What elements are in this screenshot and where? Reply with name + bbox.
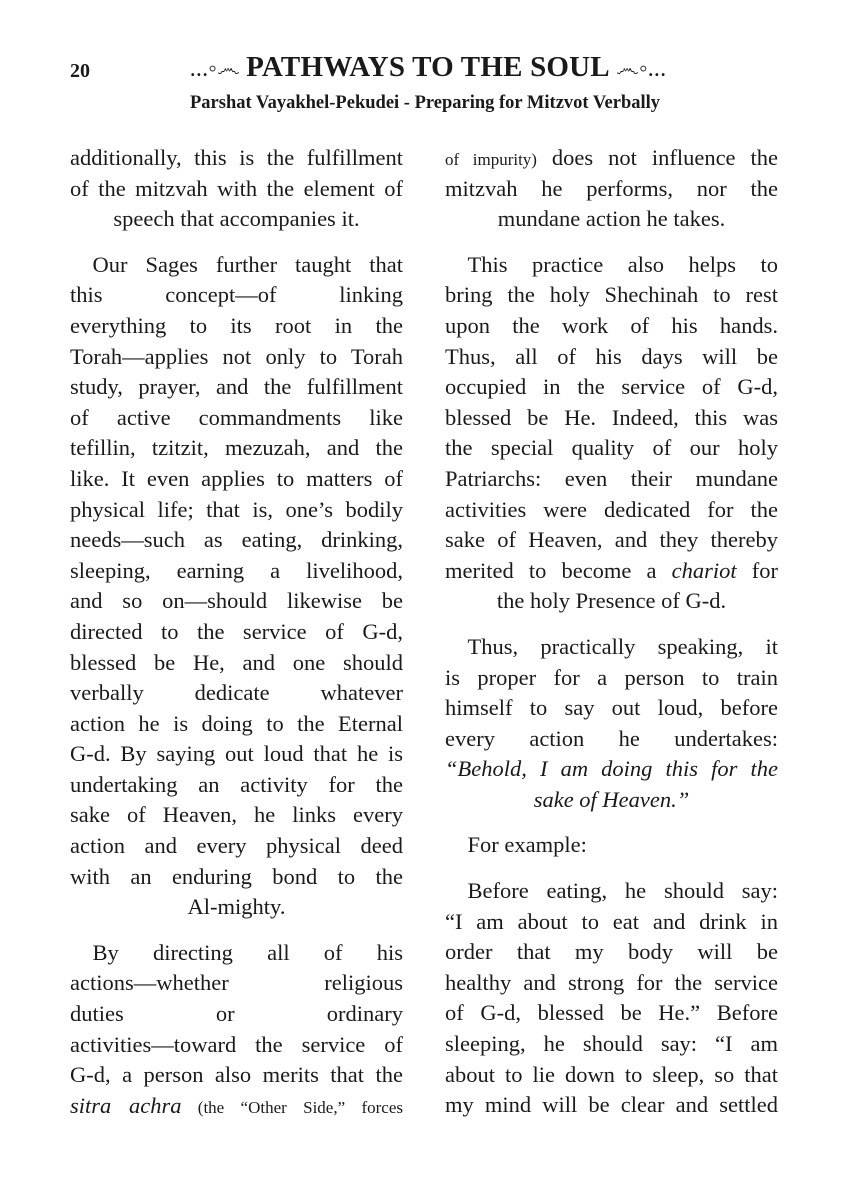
text-line (70, 495, 403, 526)
text-line (70, 464, 403, 495)
text-line (70, 250, 403, 281)
text-segment: merited to become a (445, 557, 672, 583)
text-segment: order that my body will be (445, 939, 778, 965)
text-line (445, 830, 778, 861)
text-line (70, 678, 403, 709)
text-line (70, 342, 403, 373)
text-segment: G-d. By saying out loud that he is (70, 741, 403, 767)
text-line (70, 143, 403, 174)
text-segment: sake of Heaven, he links every (70, 802, 403, 828)
text-segment: of G-d, blessed be He.” Before (445, 1000, 778, 1026)
text-line (445, 998, 778, 1029)
text-line (445, 937, 778, 968)
text-segment: Thus, practically speaking, it (445, 633, 778, 659)
text-line (445, 1090, 778, 1121)
text-segment: needs—such as eating, drinking, (70, 527, 403, 553)
text-line (445, 785, 778, 816)
text-segment: sake of Heaven, and they thereby (445, 527, 778, 553)
paragraph (70, 250, 403, 923)
text-segment: activities were dedicated for the (445, 496, 778, 522)
paragraph (445, 830, 778, 861)
text-line (445, 724, 778, 755)
paragraph (70, 143, 403, 235)
paragraph (445, 632, 778, 816)
text-line (70, 311, 403, 342)
paragraph (445, 250, 778, 617)
text-line (70, 586, 403, 617)
italic-text: “Behold, I am doing this for the (445, 756, 778, 782)
text-segment: action he is doing to the Eternal (70, 710, 403, 736)
text-segment: upon the work of his hands. (445, 312, 778, 338)
text-line (70, 739, 403, 770)
text-line (445, 663, 778, 694)
text-segment: himself to say out loud, before (445, 695, 778, 721)
text-line (70, 617, 403, 648)
text-line (445, 204, 778, 235)
text-segment: G-d, a person also merits that the (70, 1062, 403, 1088)
text-line (445, 754, 778, 785)
text-segment: actions—whether religious (70, 970, 403, 996)
text-line (70, 403, 403, 434)
text-line (445, 311, 778, 342)
text-line (70, 831, 403, 862)
paragraph (445, 143, 778, 235)
ornament-right-icon: ෴◦... (609, 56, 667, 82)
text-segment: the holy Presence of G-d. (496, 588, 727, 614)
text-segment: Torah—applies not only to Torah (70, 343, 403, 369)
text-segment: tefillin, tzitzit, mezuzah, and the (70, 435, 403, 461)
book-title: PATHWAYS TO THE SOUL (246, 51, 610, 83)
text-segment: this concept—of linking (70, 282, 403, 308)
text-segment: the special quality of our holy (445, 435, 778, 461)
chapter-subtitle: Parshat Vayakhel-Pekudei - Preparing for Mitzvot Verbally (189, 93, 661, 113)
text-line (445, 1060, 778, 1091)
text-line (445, 495, 778, 526)
text-line (70, 862, 403, 893)
text-line (70, 648, 403, 679)
text-segment: is proper for a person to train (445, 664, 778, 690)
text-segment: of impurity) (445, 150, 537, 169)
right-column (445, 143, 778, 1121)
text-segment: Thus, all of his days will be (445, 343, 778, 369)
text-segment: study, prayer, and the fulfillment (70, 374, 403, 400)
text-segment: By directing all of his (70, 939, 403, 965)
text-line (445, 632, 778, 663)
text-line (70, 556, 403, 587)
text-segment: sleeping, he should say: “I am (445, 1031, 778, 1057)
text-segment: healthy and strong for the service (445, 969, 778, 995)
ornament-left-icon: ...◦෴ (189, 56, 247, 82)
text-segment: mundane action he takes. (497, 206, 726, 232)
text-line (70, 1060, 403, 1091)
text-line (70, 770, 403, 801)
text-segment: bring the holy Shechinah to rest (445, 282, 778, 308)
text-segment: does not influence the (536, 145, 778, 170)
text-segment: Our Sages further taught that (70, 251, 403, 277)
text-line (70, 204, 403, 235)
italic-text: sake of Heaven.” (533, 786, 690, 812)
text-segment: and so on—should likewise be (70, 588, 403, 614)
text-segment: blessed be He. Indeed, this was (445, 404, 778, 430)
text-segment: everything to its root in the (70, 312, 403, 338)
text-segment: undertaking an activity for the (70, 771, 403, 797)
text-line (445, 525, 778, 556)
text-line (445, 433, 778, 464)
text-segment: for (736, 557, 778, 583)
text-segment: every action he undertakes: (445, 725, 778, 751)
text-line (445, 174, 778, 205)
text-line (445, 372, 778, 403)
text-line (445, 876, 778, 907)
text-line (445, 907, 778, 938)
text-line (70, 892, 403, 923)
text-line (70, 525, 403, 556)
paragraph (70, 938, 403, 1122)
text-line (70, 433, 403, 464)
text-line (445, 403, 778, 434)
text-segment: verbally dedicate whatever (70, 680, 403, 706)
text-line (445, 1029, 778, 1060)
text-line (70, 1091, 403, 1122)
text-line (70, 800, 403, 831)
text-segment: “I am about to eat and drink in (445, 908, 778, 934)
text-segment: with an enduring bond to the (70, 863, 403, 889)
paragraph (445, 876, 778, 1121)
text-segment: about to lie down to sleep, so that (445, 1061, 778, 1087)
text-segment: occupied in the service of G-d, (445, 374, 778, 400)
text-line (70, 709, 403, 740)
text-line (445, 968, 778, 999)
text-segment: sleeping, earning a livelihood, (70, 557, 403, 583)
text-segment: activities—toward the service of (70, 1031, 403, 1057)
text-line (445, 143, 778, 174)
text-segment: Before eating, he should say: (445, 878, 778, 904)
text-segment: action and every physical deed (70, 833, 403, 859)
italic-text: sitra achra (70, 1092, 182, 1118)
text-line (70, 174, 403, 205)
text-line (70, 968, 403, 999)
text-segment: physical life; that is, one’s bodily (70, 496, 403, 522)
text-line (445, 586, 778, 617)
text-segment: additionally, this is the fulfillment (70, 145, 403, 170)
text-segment: duties or ordinary (70, 1001, 403, 1027)
text-line (445, 693, 778, 724)
text-segment: blessed be He, and one should (70, 649, 403, 675)
text-line (70, 938, 403, 969)
text-line (70, 1030, 403, 1061)
text-line (70, 372, 403, 403)
text-segment: This practice also helps to (445, 251, 778, 277)
text-segment: like. It even applies to matters of (70, 465, 403, 491)
text-line (445, 556, 778, 587)
text-segment: of active commandments like (70, 404, 403, 430)
text-line (445, 342, 778, 373)
running-title (128, 51, 728, 84)
text-segment: of the mitzvah with the element of (70, 175, 403, 201)
text-segment: Al-mighty. (187, 894, 286, 920)
text-segment: my mind will be clear and settled (445, 1092, 778, 1118)
text-line (445, 280, 778, 311)
text-segment: speech that accompanies it. (113, 206, 360, 232)
page-number: 20 (70, 60, 90, 82)
text-segment: For example: (445, 832, 587, 858)
text-segment: directed to the service of G-d, (70, 618, 403, 644)
left-column (70, 143, 403, 1121)
text-segment: mitzvah he performs, nor the (445, 175, 778, 201)
text-segment: Patriarchs: even their mundane (445, 465, 778, 491)
text-segment: (the “Other Side,” forces (181, 1097, 403, 1117)
text-line (70, 280, 403, 311)
italic-text: chariot (671, 557, 737, 583)
text-line (70, 999, 403, 1030)
text-line (445, 464, 778, 495)
text-line (445, 250, 778, 281)
